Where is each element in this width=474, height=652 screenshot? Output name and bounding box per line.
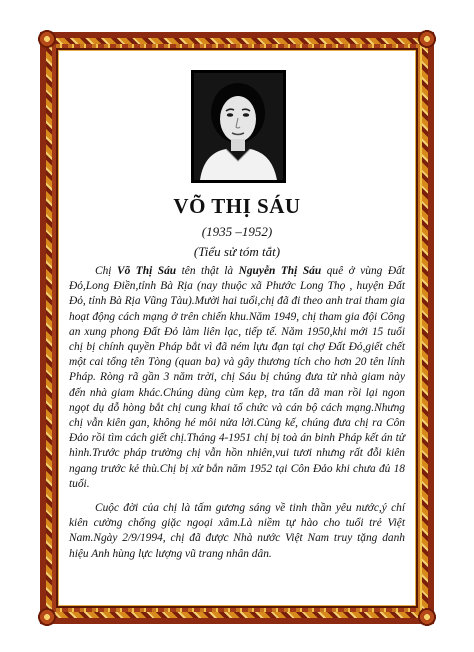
subtitle: (Tiểu sử tóm tắt): [193, 244, 281, 259]
name-vo-thi-sau: Võ Thị Sáu: [116, 265, 177, 277]
p1-mid: tên thật là: [176, 265, 239, 277]
ornament-corner-icon: [36, 28, 58, 50]
ornament-corner-icon: [416, 606, 438, 628]
paragraph-1: [69, 264, 405, 492]
p1-rest: quê ở vùng Đất Đỏ,Long Điền,tỉnh Bà Rịa (nay thuộc xã Phước Long Thọ , huyện Đất Đỏ, tỉnh Bà Rịa Vũng Tàu).Mười hai tuổi,chị đã đi theo anh trai tham gia hoạt động cách mạng ở trên chiến khu.Năm 1949, chị tham gia đội Công an xung phong Đất Đỏ làm liên lạc, tiếp tế. Năm 1950,khi mới 15 tuổi chị bị chính quyền Pháp bắt vì đã ném lựu đạn tại chợ Đất Đỏ,giết chết một cai tổng tên Tòng (quan ba) và gây thương tích cho hơn 20 tên lính Pháp. Ròng rã gần 3 năm trời, chị Sáu bị chúng đưa từ nhà giam này đến nhà giam khác.Chúng dùng cùm kẹp, tra tấn dã man rồi lại ngon ngọt dụ dỗ hòng bắt chị cung khai tổ chức và cán bộ cách mạng.Nhưng chị vẫn kiên gan, không hé môi nửa lời.Cùng kế, chúng đưa chị ra Côn Đảo rồi tìm cách giết chị.Tháng 4-1951 chị bị toà án binh Pháp kết án tử hình.Trước pháp trường chị vẫn hồn nhiên,vui tươi nhưng rất đỗi kiên ngang trước kẻ thù.Chị bị xử bắn năm 1952 tại Côn Đảo khi chưa đủ 18 tuổi.: [69, 265, 405, 490]
life-years: (1935 –1952): [201, 224, 273, 239]
biography-body: [69, 264, 405, 562]
ornament-corner-icon: [36, 606, 58, 628]
portrait-photo: [191, 70, 286, 183]
paragraph-2: Cuộc đời của chị là tấm gương sáng về tinh thần yêu nước,ý chí kiên cường chống giặc ngoại xâm.Là niềm tự hào cho tuổi trẻ Việt Nam.Ngày 2/9/1994, chị đã được Nhà nước Việt Nam truy tặng danh hiệu Anh hùng lực lượng vũ trang nhân dân.: [69, 502, 405, 560]
page-title: VÕ THỊ SÁU: [173, 194, 301, 218]
p1-intro: Chị: [95, 265, 117, 277]
portrait-icon: [194, 73, 283, 180]
ornament-corner-icon: [416, 28, 438, 50]
name-nguyen-thi-sau: Nguyễn Thị Sáu: [238, 265, 322, 277]
